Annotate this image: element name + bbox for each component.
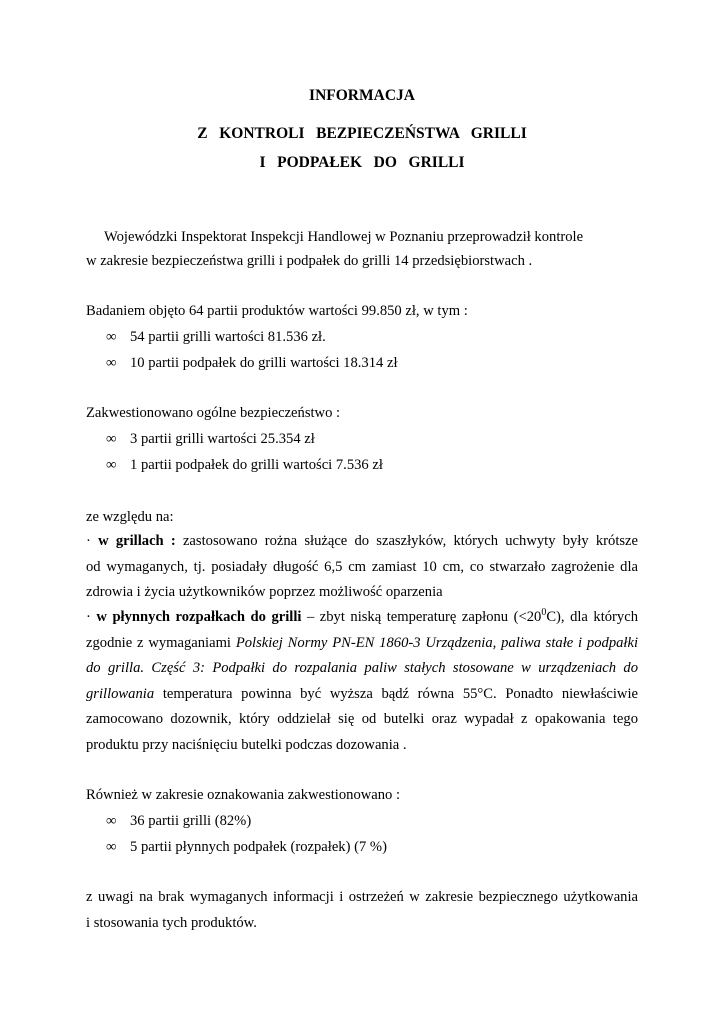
infinity-bullet-icon: ∞ xyxy=(106,457,117,473)
liquids-reason-line-6: produktu przy naciśnięciu butelki podczas dozowania . xyxy=(86,737,407,753)
labeling-list-item xyxy=(106,812,251,830)
liquids-reason-text-end: C), dla których xyxy=(546,609,638,625)
infinity-bullet-icon: ∞ xyxy=(106,355,117,371)
labeling-item-text: 36 partii grilli (82%) xyxy=(130,813,252,829)
infinity-bullet-icon: ∞ xyxy=(106,839,117,855)
reasons-heading: ze względu na: xyxy=(86,509,174,525)
labeling-heading: Również w zakresie oznakowania zakwestionowano : xyxy=(86,787,401,803)
safety-list-item xyxy=(106,430,315,448)
labeling-list-item xyxy=(106,838,387,856)
degree-superscript: 0 xyxy=(541,607,547,618)
liquids-label: w płynnych rozpałkach do grilli xyxy=(96,609,302,625)
grills-reason-line-1 xyxy=(86,532,638,550)
closing-line-2: i stosowania tych produktów. xyxy=(86,915,257,931)
intro-line-1: Wojewódzki Inspektorat Inspekcji Handlowej w Poznaniu przeprowadził kontrole xyxy=(104,229,584,245)
safety-item-text: 3 partii grilli wartości 25.354 zł xyxy=(130,431,315,447)
scope-list-item xyxy=(106,328,326,346)
grills-marker: · xyxy=(86,533,91,549)
grills-reason-text: zastosowano rożna służące do szaszłyków, których uchwyty były krótsze xyxy=(182,533,639,549)
standard-name-continued: do grilla. Część 3: Podpałki do rozpalania paliw stałych stosowane w urządzeniach do xyxy=(86,660,638,676)
scope-item-text: 10 partii podpałek do grilli wartości 18.314 zł xyxy=(130,355,398,371)
closing-line-1: z uwagi na brak wymaganych informacji i ostrzeżeń w zakresie bezpiecznego użytkowania xyxy=(86,889,638,905)
safety-item-text: 1 partii podpałek do grilli wartości 7.536 zł xyxy=(130,457,383,473)
labeling-item-text: 5 partii płynnych podpałek (rozpałek) (7 %) xyxy=(130,839,387,855)
safety-heading: Zakwestionowano ogólne bezpieczeństwo : xyxy=(86,405,341,421)
document-subtitle-line-1: Z KONTROLI BEZPIECZEŃSTWA GRILLI xyxy=(197,125,527,142)
standard-name-end: grillowania xyxy=(86,686,155,702)
scope-item-text: 54 partii grilli wartości 81.536 zł. xyxy=(130,329,326,345)
liquids-reason-line-5: zamocowano dozownik, który oddzielał się od butelki oraz wypadał z opakowania tego xyxy=(86,711,638,727)
liquids-reason-line-3 xyxy=(86,659,638,677)
liquids-reason-line-4 xyxy=(86,685,638,703)
liquids-reason-line-2 xyxy=(86,634,638,652)
infinity-bullet-icon: ∞ xyxy=(106,813,117,829)
liquids-marker: · xyxy=(86,609,91,625)
infinity-bullet-icon: ∞ xyxy=(106,329,117,345)
scope-heading: Badaniem objęto 64 partii produktów wartości 99.850 zł, w tym : xyxy=(86,303,468,319)
grills-reason-line-2: od wymaganych, tj. posiadały długość 6,5 cm zamiast 10 cm, co stwarzało zagrożenie dla xyxy=(86,559,638,575)
document-title: INFORMACJA xyxy=(309,87,415,104)
intro-line-2: w zakresie bezpieczeństwa grilli i podpałek do grilli 14 przedsiębiorstwach . xyxy=(86,253,533,269)
document-subtitle-line-2: I PODPAŁEK DO GRILLI xyxy=(259,154,465,171)
grills-reason-line-3: zdrowia i życia użytkowników poprzez możliwość oparzenia xyxy=(86,584,443,600)
liquids-reason-text: zgodnie z wymaganiami xyxy=(86,635,231,651)
liquids-reason-line-1 xyxy=(86,608,638,626)
scope-list-item xyxy=(106,354,398,372)
grills-label: w grillach : xyxy=(98,533,176,549)
liquids-reason-text: – zbyt niską temperaturę zapłonu (<20 xyxy=(306,609,542,625)
safety-list-item xyxy=(106,456,383,474)
standard-name: Polskiej Normy PN-EN 1860-3 Urządzenia, paliwa stałe i podpałki xyxy=(235,635,638,651)
infinity-bullet-icon: ∞ xyxy=(106,431,117,447)
liquids-reason-text: temperatura powinna być wyższa bądź równa 55°C. Ponadto niewłaściwie xyxy=(162,686,639,702)
